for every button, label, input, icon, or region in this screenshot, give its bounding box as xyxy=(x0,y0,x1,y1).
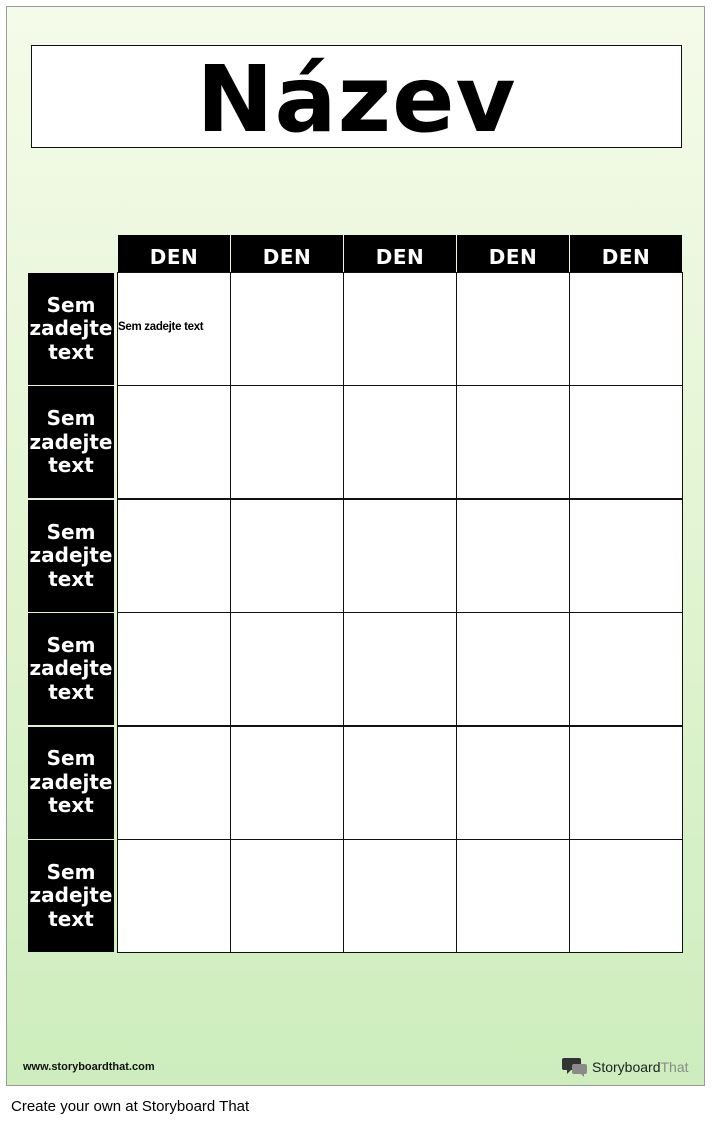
table-cell[interactable] xyxy=(230,272,344,386)
row-label[interactable]: Sem zadejte text xyxy=(28,727,114,839)
table-cell[interactable] xyxy=(569,272,683,386)
table-cell[interactable] xyxy=(230,839,344,953)
table-cell[interactable] xyxy=(117,499,231,613)
table-cell[interactable] xyxy=(343,612,457,726)
table-cell[interactable] xyxy=(343,385,457,499)
table-cell[interactable] xyxy=(230,612,344,726)
table-cell[interactable] xyxy=(117,385,231,499)
table-cell[interactable] xyxy=(456,612,570,726)
table-cell[interactable] xyxy=(569,612,683,726)
column-header[interactable]: DEN xyxy=(457,235,569,272)
table-cell[interactable] xyxy=(569,839,683,953)
speech-bubbles-icon xyxy=(562,1056,588,1078)
logo-wordmark: StoryboardThat xyxy=(592,1059,689,1075)
column-header[interactable]: DEN xyxy=(118,235,230,272)
poster xyxy=(6,6,705,1086)
cell-text: Sem zadejte text xyxy=(118,321,204,333)
table-cell[interactable] xyxy=(343,272,457,386)
table-cell[interactable] xyxy=(456,499,570,613)
table-cell[interactable] xyxy=(117,272,231,386)
table-cell[interactable] xyxy=(343,726,457,840)
table-cell[interactable] xyxy=(230,385,344,499)
row-label[interactable]: Sem zadejte text xyxy=(28,273,114,385)
table-cell[interactable] xyxy=(456,385,570,499)
table-cell[interactable] xyxy=(569,499,683,613)
row-label[interactable]: Sem zadejte text xyxy=(28,386,114,498)
column-header[interactable]: DEN xyxy=(570,235,682,272)
row-label[interactable]: Sem zadejte text xyxy=(28,613,114,725)
table-cell[interactable] xyxy=(343,839,457,953)
table-cell[interactable] xyxy=(230,726,344,840)
page-title: Název xyxy=(196,45,517,153)
table-cell[interactable] xyxy=(569,726,683,840)
row-label[interactable]: Sem zadejte text xyxy=(28,500,114,612)
table-cell[interactable] xyxy=(117,612,231,726)
credit-link[interactable]: Create your own at Storyboard That xyxy=(11,1098,250,1115)
table-cell[interactable] xyxy=(569,385,683,499)
table-cell[interactable] xyxy=(343,499,457,613)
table-cell[interactable] xyxy=(117,839,231,953)
storyboardthat-logo[interactable] xyxy=(562,1056,689,1078)
table-cell[interactable] xyxy=(230,499,344,613)
row-label[interactable]: Sem zadejte text xyxy=(28,840,114,952)
column-header[interactable]: DEN xyxy=(231,235,343,272)
footer-url[interactable]: www.storyboardthat.com xyxy=(23,1061,155,1073)
table-cell[interactable] xyxy=(117,726,231,840)
table-cell[interactable] xyxy=(456,839,570,953)
table-cell[interactable] xyxy=(456,726,570,840)
table-cell[interactable] xyxy=(456,272,570,386)
title-box[interactable] xyxy=(31,45,682,153)
column-header[interactable]: DEN xyxy=(344,235,456,272)
